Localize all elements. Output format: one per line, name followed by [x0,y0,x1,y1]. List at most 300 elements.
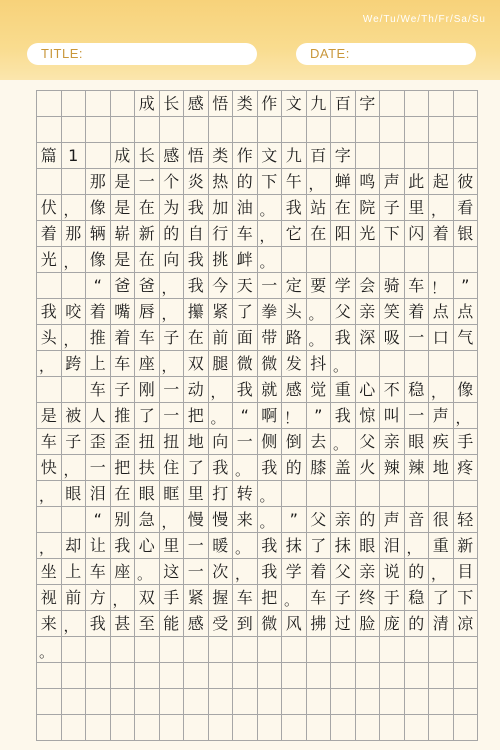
essay-char: 鸣 [356,169,381,195]
essay-char: 。 [258,247,283,273]
essay-char: 骑 [380,273,405,299]
essay-char: 银 [454,221,479,247]
grid-cell [184,689,209,715]
grid-cell [405,143,430,169]
essay-char: 我 [233,377,258,403]
essay-char: 里 [160,533,185,559]
essay-char: ！ [429,273,454,299]
essay-char: 一 [160,403,185,429]
grid-cell [111,117,136,143]
essay-char: 我 [258,559,283,585]
essay-char: 转 [233,481,258,507]
essay-char: 上 [62,559,87,585]
essay-char: 泪 [380,533,405,559]
essay-char: 车 [135,325,160,351]
essay-char: ” [307,403,332,429]
grid-cell [86,663,111,689]
essay-char: 疾 [429,429,454,455]
essay-char: 里 [184,481,209,507]
essay-char: 在 [135,247,160,273]
grid-cell [405,351,430,377]
essay-char: 了 [429,585,454,611]
essay-char: 双 [184,351,209,377]
essay-char: 嘴 [111,299,136,325]
writing-grid [36,90,478,741]
grid-cell [429,663,454,689]
essay-char: 很 [429,507,454,533]
essay-char: ， [62,611,87,637]
grid-cell [380,715,405,741]
essay-char: ， [111,585,136,611]
essay-char: 的 [282,455,307,481]
essay-char: 稳 [405,377,430,403]
essay-char: 车 [111,351,136,377]
essay-char: 在 [331,195,356,221]
grid-cell [37,507,62,533]
essay-char: 住 [160,455,185,481]
essay-char: 作 [233,143,258,169]
grid-cell [454,715,479,741]
grid-cell [356,117,381,143]
essay-char: 了 [184,455,209,481]
grid-cell [160,689,185,715]
essay-char: 甚 [111,611,136,637]
essay-char: 新 [454,533,479,559]
essay-char: 路 [282,325,307,351]
essay-char: 别 [111,507,136,533]
essay-char: ， [37,481,62,507]
essay-char: 点 [454,299,479,325]
essay-char: 着 [111,325,136,351]
essay-char: 眼 [62,481,87,507]
grid-cell [405,247,430,273]
essay-char: 我 [184,247,209,273]
essay-char: 把 [258,585,283,611]
essay-char: 抹 [282,533,307,559]
essay-char: 一 [160,377,185,403]
essay-char: 学 [282,559,307,585]
essay-char: 心 [135,533,160,559]
essay-char: 车 [233,221,258,247]
grid-cell [37,169,62,195]
grid-cell [356,481,381,507]
essay-char: 里 [405,195,430,221]
essay-char: 像 [86,195,111,221]
essay-char: 子 [62,429,87,455]
essay-char: 成 [135,91,160,117]
essay-char: 歪 [86,429,111,455]
essay-char: 深 [356,325,381,351]
grid-cell [111,715,136,741]
grid-cell [160,637,185,663]
essay-char: 暖 [209,533,234,559]
essay-char: 加 [209,195,234,221]
grid-cell [233,637,258,663]
grid-cell [62,169,87,195]
essay-char: 1 [62,143,87,169]
essay-char: 。 [135,559,160,585]
grid-cell [429,481,454,507]
grid-cell [454,689,479,715]
essay-char: 一 [258,273,283,299]
essay-char: 挑 [209,247,234,273]
essay-char: 蝉 [331,169,356,195]
essay-char: 刚 [135,377,160,403]
essay-char: ， [429,377,454,403]
essay-char: ， [37,351,62,377]
grid-cell [405,117,430,143]
grid-cell [405,689,430,715]
essay-char: 方 [86,585,111,611]
essay-char: 亲 [356,299,381,325]
essay-char: 我 [37,299,62,325]
essay-char: 推 [86,325,111,351]
essay-char: 拳 [258,299,283,325]
grid-cell [62,689,87,715]
grid-cell [454,351,479,377]
grid-cell [307,715,332,741]
grid-cell [37,715,62,741]
essay-char: 那 [86,169,111,195]
essay-char: 子 [160,325,185,351]
essay-char: 院 [356,195,381,221]
grid-cell [282,715,307,741]
essay-char: 个 [160,169,185,195]
essay-char: 站 [307,195,332,221]
essay-char: ” [454,273,479,299]
essay-char: 头 [282,299,307,325]
essay-char: 天 [233,273,258,299]
essay-char: 的 [356,507,381,533]
essay-char: 推 [111,403,136,429]
essay-char: 作 [258,91,283,117]
essay-char: 的 [405,559,430,585]
grid-cell [429,91,454,117]
essay-char: 坐 [37,559,62,585]
essay-char: 抖 [307,351,332,377]
essay-char: 下 [454,585,479,611]
essay-char: 感 [160,143,185,169]
grid-cell [160,117,185,143]
grid-cell [454,91,479,117]
essay-char: 声 [429,403,454,429]
essay-char: 会 [356,273,381,299]
grid-cell [233,663,258,689]
essay-char: 在 [111,481,136,507]
grid-cell [86,689,111,715]
essay-char: 能 [160,611,185,637]
grid-cell [209,715,234,741]
essay-char: 清 [429,611,454,637]
grid-cell [209,663,234,689]
essay-char: 新 [135,221,160,247]
grid-cell [135,715,160,741]
essay-char: 着 [429,221,454,247]
essay-char: 把 [111,455,136,481]
essay-char: 握 [209,585,234,611]
essay-char: 悟 [209,91,234,117]
essay-char: ， [62,247,87,273]
essay-char: 车 [86,559,111,585]
essay-char: 叫 [380,403,405,429]
grid-cell [37,273,62,299]
grid-cell [258,663,283,689]
essay-char: 凉 [454,611,479,637]
essay-char: 泪 [86,481,111,507]
grid-cell [429,637,454,663]
essay-char: 视 [37,585,62,611]
essay-char: 是 [111,247,136,273]
essay-char: 文 [282,91,307,117]
essay-char: 庞 [380,611,405,637]
essay-char: 发 [282,351,307,377]
essay-char: 就 [258,377,283,403]
grid-cell [380,91,405,117]
grid-cell [454,663,479,689]
essay-char: 的 [160,221,185,247]
essay-char: 我 [282,195,307,221]
grid-cell [282,637,307,663]
grid-cell [86,637,111,663]
grid-cell [62,507,87,533]
essay-char: 至 [135,611,160,637]
essay-char: 急 [135,507,160,533]
grid-cell [233,689,258,715]
date-field[interactable]: DATE: [296,43,476,65]
grid-cell [429,117,454,143]
essay-char: ， [62,455,87,481]
essay-char: 阳 [331,221,356,247]
essay-char: ， [307,169,332,195]
essay-char: 扶 [135,455,160,481]
essay-char: 文 [258,143,283,169]
essay-char: 我 [331,325,356,351]
essay-char: 篇 [37,143,62,169]
essay-char: 九 [307,91,332,117]
essay-char: 一 [405,325,430,351]
essay-char: 定 [282,273,307,299]
essay-char: 着 [86,299,111,325]
grid-cell [62,117,87,143]
grid-cell [258,715,283,741]
essay-char: 字 [331,143,356,169]
essay-char: 长 [160,91,185,117]
grid-cell [209,689,234,715]
essay-char: 微 [258,351,283,377]
essay-char: 动 [184,377,209,403]
grid-cell [405,481,430,507]
essay-char: 前 [62,585,87,611]
essay-char: 慢 [209,507,234,533]
grid-cell [37,689,62,715]
grid-cell [258,637,283,663]
essay-char: 像 [86,247,111,273]
essay-char: 受 [209,611,234,637]
essay-char: 紧 [209,299,234,325]
grid-cell [380,637,405,663]
essay-char: 。 [233,533,258,559]
essay-char: ， [209,377,234,403]
essay-char: 到 [233,611,258,637]
essay-char: 像 [454,377,479,403]
essay-char: 伏 [37,195,62,221]
essay-char: 地 [184,429,209,455]
essay-char: 向 [160,247,185,273]
essay-char: 。 [307,299,332,325]
essay-char: 把 [184,403,209,429]
grid-cell [184,715,209,741]
essay-char: 眼 [405,429,430,455]
grid-cell [111,663,136,689]
essay-char: 辣 [405,455,430,481]
grid-cell [307,689,332,715]
grid-cell [356,715,381,741]
grid-cell [86,143,111,169]
grid-cell [86,117,111,143]
essay-char: 辆 [86,221,111,247]
grid-cell [380,351,405,377]
grid-cell [184,117,209,143]
essay-char: 盖 [331,455,356,481]
essay-char: 爸 [111,273,136,299]
essay-char: 不 [380,377,405,403]
grid-cell [356,247,381,273]
grid-cell [282,117,307,143]
grid-cell [380,663,405,689]
grid-cell [37,91,62,117]
grid-cell [429,351,454,377]
grid-cell [307,481,332,507]
grid-cell [135,689,160,715]
essay-char: 在 [307,221,332,247]
essay-char: 我 [331,403,356,429]
essay-char: 手 [160,585,185,611]
essay-char: 疼 [454,455,479,481]
grid-cell [111,91,136,117]
grid-cell [356,689,381,715]
essay-char: 类 [233,91,258,117]
essay-char: 自 [184,221,209,247]
essay-char: 了 [135,403,160,429]
grid-cell [282,481,307,507]
essay-char: 笑 [380,299,405,325]
essay-char: 慢 [184,507,209,533]
essay-char: 我 [258,455,283,481]
essay-char: 紧 [184,585,209,611]
essay-char: 带 [258,325,283,351]
essay-char: 百 [307,143,332,169]
grid-cell [184,663,209,689]
essay-char: 车 [307,585,332,611]
grid-cell [429,143,454,169]
essay-char: 微 [233,351,258,377]
weekday-selector[interactable]: We/Tu/We/Th/Fr/Sa/Su [362,14,486,25]
grid-cell [62,715,87,741]
essay-char: 我 [258,533,283,559]
essay-char: 音 [405,507,430,533]
grid-cell [380,117,405,143]
essay-char: 吸 [380,325,405,351]
essay-char: “ [86,273,111,299]
essay-char: 。 [209,403,234,429]
essay-char: 油 [233,195,258,221]
grid-cell [233,715,258,741]
essay-char: 下 [380,221,405,247]
essay-char: “ [233,403,258,429]
grid-cell [380,481,405,507]
grid-cell [209,637,234,663]
essay-char: 子 [331,585,356,611]
essay-char: 车 [86,377,111,403]
essay-char: “ [86,507,111,533]
essay-char: 我 [111,533,136,559]
essay-char: 学 [331,273,356,299]
essay-char: 眼 [356,533,381,559]
grid-cell [331,481,356,507]
essay-char: ， [429,559,454,585]
grid-cell [331,247,356,273]
essay-char: 我 [184,195,209,221]
essay-char: 点 [429,299,454,325]
grid-cell [37,377,62,403]
essay-char: 着 [307,559,332,585]
essay-char: 扭 [160,429,185,455]
title-field[interactable]: TITLE: [27,43,257,65]
essay-char: 次 [209,559,234,585]
essay-char: 快 [37,455,62,481]
essay-char: 衅 [233,247,258,273]
essay-char: 。 [258,507,283,533]
essay-char: 腿 [209,351,234,377]
essay-char: 面 [233,325,258,351]
essay-char: 。 [258,195,283,221]
essay-char: 。 [331,429,356,455]
essay-char: ！ [282,403,307,429]
grid-cell [62,91,87,117]
essay-char: 。 [282,585,307,611]
essay-char: 轻 [454,507,479,533]
grid-cell [331,689,356,715]
essay-char: 上 [86,351,111,377]
grid-cell [86,715,111,741]
essay-char: 子 [111,377,136,403]
grid-cell [380,143,405,169]
essay-char: 来 [233,507,258,533]
essay-char: 歪 [111,429,136,455]
essay-char: 亲 [331,507,356,533]
essay-char: 一 [405,403,430,429]
grid-cell [37,663,62,689]
essay-char: 攥 [184,299,209,325]
grid-cell [454,143,479,169]
essay-char: 风 [282,611,307,637]
essay-char: 车 [405,273,430,299]
grid-cell [307,247,332,273]
essay-char: 惊 [356,403,381,429]
essay-char: 。 [307,325,332,351]
essay-char: ， [160,507,185,533]
essay-char: 父 [356,429,381,455]
essay-char: 彼 [454,169,479,195]
essay-char: 在 [135,195,160,221]
essay-char: 。 [37,637,62,663]
essay-char: 被 [62,403,87,429]
essay-char: 。 [331,351,356,377]
essay-char: 气 [454,325,479,351]
essay-char: 重 [331,377,356,403]
essay-char: 为 [160,195,185,221]
grid-cell [258,117,283,143]
